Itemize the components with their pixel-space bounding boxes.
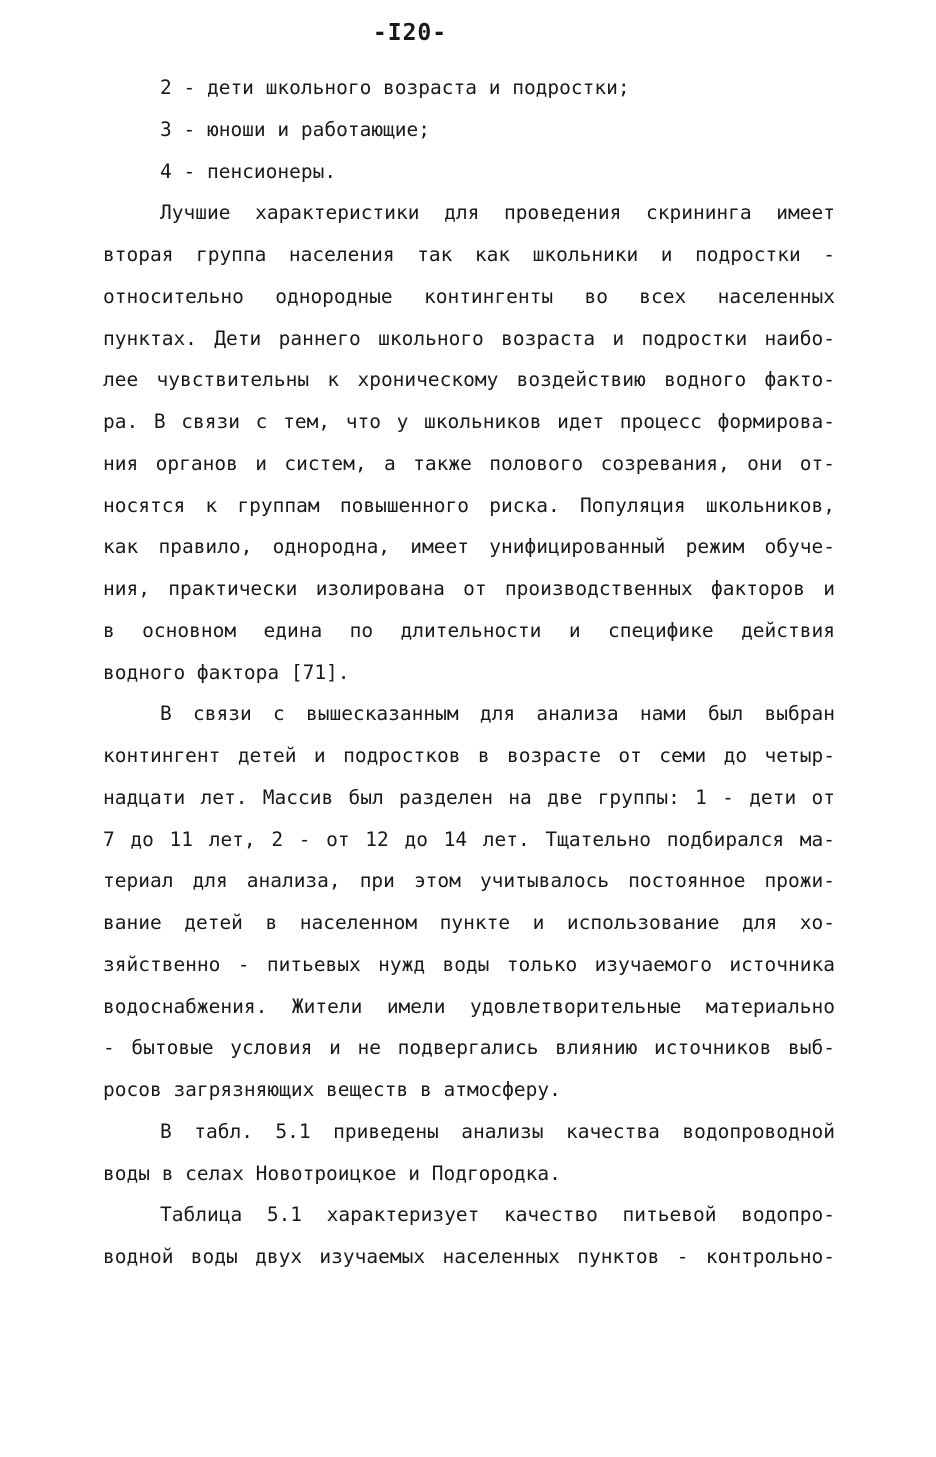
- text-line: ния органов и систем, а также полового созревания, они от-: [103, 451, 835, 475]
- text-line: воды в селах Новотроицкое и Подгородка.: [103, 1161, 561, 1185]
- text-line: пунктах. Дети раннего школьного возраста и подростки наибо-: [103, 326, 835, 350]
- text-line: лее чувствительны к хроническому воздействию водного факто-: [103, 368, 835, 392]
- text-line: как правило, однородна, имеет унифицированный режим обуче-: [103, 535, 835, 559]
- text-line: ния, практически изолирована от производственных факторов и: [103, 577, 835, 600]
- text-line: 4 - пенсионеры.: [160, 159, 337, 183]
- text-line: в основном едина по длительности и специфике действия: [103, 618, 835, 642]
- text-line: водного фактора [71].: [103, 660, 350, 684]
- text-line: Лучшие характеристики для проведения скрининга имеет: [160, 201, 835, 225]
- text-line: относительно однородные контингенты во всех населенных: [103, 284, 835, 308]
- text-line: водоснабжения. Жители имели удовлетворительные материально: [103, 994, 835, 1018]
- text-line: вание детей в населенном пункте и использование для хо-: [103, 911, 835, 934]
- text-line: В связи с вышесказанным для анализа нами был выбран: [160, 702, 835, 726]
- text-line: - бытовые условия и не подвергались влиянию источников выб-: [103, 1036, 835, 1060]
- text-line: териал для анализа, при этом учитывалось постоянное прожи-: [103, 869, 835, 893]
- text-line: 2 - дети школьного возраста и подростки;: [160, 76, 630, 99]
- text-line: росов загрязняющих веществ в атмосферу.: [103, 1078, 561, 1101]
- text-line: контингент детей и подростков в возрасте от семи до четыр-: [103, 744, 835, 767]
- text-line: В табл. 5.1 приведены анализы качества водопроводной: [160, 1119, 835, 1143]
- text-line: надцати лет. Массив был разделен на две группы: 1 - дети от: [103, 785, 835, 809]
- text-line: Таблица 5.1 характеризует качество питьевой водопро-: [160, 1203, 835, 1227]
- text-line: ра. В связи с тем, что у школьников идет процесс формирова-: [103, 410, 835, 433]
- text-line: водной воды двух изучаемых населенных пунктов - контрольно-: [103, 1245, 835, 1268]
- text-line: зяйственно - питьевых нужд воды только изучаемого источника: [103, 952, 835, 976]
- text-line: носятся к группам повышенного риска. Популяция школьников,: [103, 493, 835, 517]
- text-line: 7 до 11 лет, 2 - от 12 до 14 лет. Тщательно подбирался ма-: [103, 827, 835, 851]
- text-line: 3 - юноши и работающие;: [160, 117, 431, 141]
- page-number: -I20-: [372, 20, 448, 46]
- text-line: вторая группа населения так как школьники и подростки -: [103, 243, 835, 266]
